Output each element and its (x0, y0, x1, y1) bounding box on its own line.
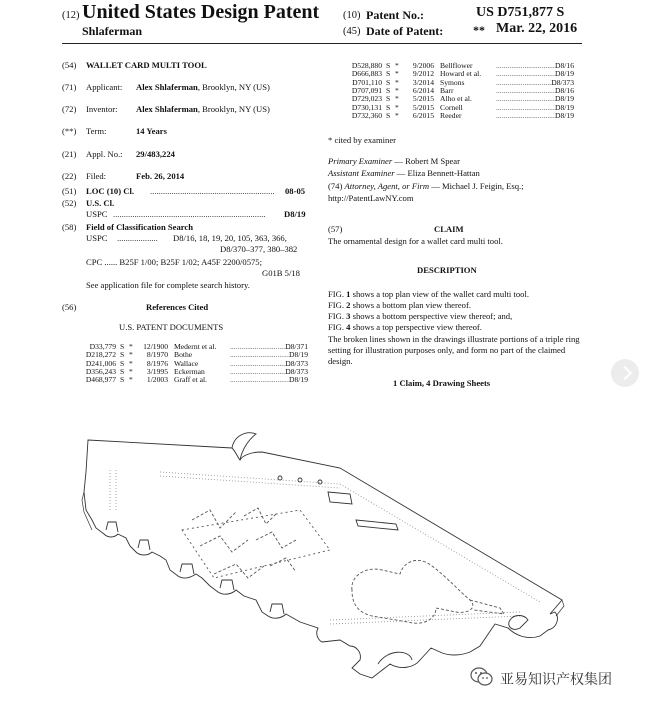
reference-kind: S (386, 69, 391, 79)
reference-num: D33,779 (89, 342, 116, 351)
us-cl-label: U.S. Cl. (86, 198, 115, 208)
reference-num: D707,091 (351, 85, 382, 95)
notch-5 (270, 604, 284, 614)
term-value: 14 Years (136, 126, 167, 136)
reference-cls: D8/16 (555, 61, 574, 70)
reference-num: D356,243 (85, 366, 116, 376)
reference-num: D666,883 (351, 69, 382, 79)
reference-name: Alho et al. (440, 94, 472, 104)
inventor-surname: Shlaferman (82, 24, 142, 38)
notch-4 (220, 580, 234, 590)
applicant-name: Alex Shlaferman (136, 82, 198, 92)
references-subtitle: U.S. PATENT DOCUMENTS (119, 322, 224, 332)
opener-cutout (328, 492, 352, 504)
code-56: (56) (62, 302, 77, 312)
reference-cls: D8/19 (555, 69, 574, 79)
reference-star: * (129, 358, 133, 368)
field-search-note: See application file for complete search history. (86, 280, 250, 290)
date-stars: ** (473, 23, 485, 37)
reference-num: D701,110 (352, 77, 382, 87)
field-cpc-line1: CPC ...... B25F 1/00; B25F 1/02; A45F 2200/0575; (86, 257, 262, 267)
code-71: (71) (62, 82, 77, 92)
reference-kind: S (120, 375, 125, 385)
reference-cls: D8/373 (285, 358, 308, 368)
reference-name: Wallace (174, 358, 199, 368)
invention-title: WALLET CARD MULTI TOOL (86, 60, 207, 70)
primary-examiner-name: — Robert M Spear (392, 156, 460, 166)
attorney-name: — Michael J. Feigin, Esq.; (429, 181, 524, 191)
reference-num: D528,880 (351, 61, 382, 70)
reference-date: 3/2014 (412, 77, 434, 87)
field-uspc-leader: ................... (117, 233, 158, 243)
reference-name: Cornell (440, 102, 463, 112)
term-label: Term: (86, 126, 107, 136)
code-52: (52) (62, 198, 77, 208)
gauge-hole-1 (278, 476, 282, 480)
reference-date: 3/1995 (146, 366, 168, 376)
reference-num: D241,006 (85, 358, 116, 368)
fig1-text: FIG. 1 shows a top plan view of the wallet card multi tool. (328, 289, 529, 299)
reference-date: 6/2015 (412, 110, 434, 120)
reference-kind: S (386, 77, 391, 87)
ring-setting-1 (192, 508, 276, 528)
reference-date: 1/2003 (146, 375, 168, 385)
reference-leader: ................................ (230, 358, 291, 368)
claims-summary: 1 Claim, 4 Drawing Sheets (393, 378, 491, 388)
reference-leader: ................................ (230, 342, 291, 351)
broken-lines-text: The broken lines shown in the drawings illustrate portions of a triple ring setting for illustration purposes only, and form no part of the claimed design. (328, 334, 580, 366)
code-72: (72) (62, 104, 77, 114)
reference-star: * (395, 69, 399, 79)
patent-no-label: Patent No.: (366, 8, 424, 22)
reference-kind: S (120, 350, 125, 360)
reference-leader: ................................ (496, 61, 557, 70)
guitar-neck (470, 600, 504, 614)
date-of-patent-label: Date of Patent: (366, 24, 444, 38)
reference-num: D468,977 (85, 375, 116, 385)
notch-3 (180, 564, 194, 574)
uspc-leader: ....................................................................... (113, 209, 266, 219)
reference-star: * (395, 110, 399, 120)
applicant-location: , Brooklyn, NY (US) (197, 82, 270, 92)
reference-star: * (129, 350, 133, 360)
reference-leader: ................................ (496, 85, 557, 95)
kind-code-10: (10) (343, 10, 361, 21)
reference-star: * (395, 77, 399, 87)
code-21: (21) (62, 149, 77, 159)
reference-star: * (129, 366, 133, 376)
ring-setting-box (182, 510, 330, 578)
reference-kind: S (120, 342, 125, 351)
inventor-label: Inventor: (86, 104, 118, 114)
assistant-examiner-name: — Eliza Bennett-Hattan (394, 168, 480, 178)
reference-leader: ................................ (496, 110, 557, 120)
reference-kind: S (386, 94, 391, 104)
reference-cls: D8/371 (285, 342, 308, 351)
claim-title: CLAIM (434, 224, 464, 234)
reference-leader: ................................ (496, 102, 557, 112)
claim-text: The ornamental design for a wallet card multi tool. (328, 236, 503, 246)
attorney-url: http://PatentLawNY.com (328, 193, 414, 203)
code-58: (58) (62, 222, 77, 232)
code-54: (54) (62, 60, 77, 70)
reference-cls: D8/19 (555, 94, 574, 104)
reference-name: Howard et al. (440, 69, 482, 79)
code-57: (57) (328, 224, 343, 234)
reference-leader: ................................ (496, 94, 557, 104)
primary-examiner-label: Primary Examiner (328, 156, 393, 166)
reference-cls: D8/373 (285, 366, 308, 376)
reference-date: 5/2015 (412, 94, 434, 104)
ruler-left (110, 470, 116, 512)
hook-cutout (378, 652, 412, 664)
document-title: United States Design Patent (82, 1, 320, 23)
reference-date: 8/1970 (146, 350, 168, 360)
reference-cls: D8/19 (289, 375, 308, 385)
watermark-text: 亚易知识产权集团 (500, 672, 612, 688)
loc-leader: .......................................................... (150, 186, 275, 196)
guitar-shape (352, 560, 473, 623)
code-51: (51) (62, 186, 77, 196)
loc-value: 08-05 (285, 186, 306, 196)
filed-label: Filed: (86, 171, 107, 181)
patent-date: Mar. 22, 2016 (496, 21, 578, 36)
reference-num: D730,131 (351, 102, 382, 112)
reference-num: D218,272 (85, 350, 116, 360)
reference-kind: S (120, 358, 125, 368)
fig4-text: FIG. 4 shows a top perspective view thereof. (328, 322, 482, 332)
card-outline (84, 440, 562, 678)
gauge-hole-2 (298, 478, 302, 482)
assistant-examiner-label: Assistant Examiner (328, 168, 395, 178)
reference-leader: ................................ (230, 375, 291, 385)
reference-star: * (395, 61, 399, 70)
field-search-label: Field of Classification Search (86, 222, 194, 232)
fig2-text: FIG. 2 shows a bottom plan view thereof. (328, 300, 471, 310)
reference-date: 5/2015 (412, 102, 434, 112)
card-edge (82, 492, 564, 616)
uspc-value: D8/19 (284, 209, 306, 219)
reference-num: D729,023 (351, 94, 382, 104)
reference-star: * (395, 85, 399, 95)
field-cpc-line2: G01B 5/18 (262, 268, 300, 278)
patent-number: US D751,877 S (476, 5, 565, 20)
reference-cls: D8/19 (289, 350, 308, 360)
reference-num: D732,360 (351, 110, 382, 120)
reference-star: * (129, 375, 133, 385)
field-uspc-line1: D8/16, 18, 19, 20, 105, 363, 366, (173, 233, 287, 243)
reference-date: 6/2014 (412, 85, 434, 95)
reference-name: Medernt et al. (174, 342, 217, 351)
filed-value: Feb. 26, 2014 (136, 171, 185, 181)
kind-code-12: (12) (62, 10, 80, 21)
reference-name: Bellflower (440, 61, 473, 70)
ruler-top (160, 472, 540, 602)
loc-label: LOC (10) Cl. (86, 186, 134, 196)
reference-name: Symons (440, 77, 465, 87)
applicant-label: Applicant: (86, 82, 123, 92)
kind-code-45: (45) (343, 26, 361, 37)
appl-no-label: Appl. No.: (86, 149, 123, 159)
reference-leader: ................................ (496, 77, 557, 87)
reference-kind: S (386, 85, 391, 95)
slot-cutout (356, 520, 398, 530)
reference-star: * (129, 342, 133, 351)
reference-date: 9/2006 (412, 61, 434, 70)
reference-leader: ................................ (230, 350, 291, 360)
code-22: (22) (62, 171, 77, 181)
attorney-label: Attorney, Agent, or Firm (344, 181, 430, 191)
reference-star: * (395, 102, 399, 112)
reference-cls: D8/16 (555, 85, 574, 95)
reference-cls: D8/373 (551, 77, 574, 87)
wechat-icon (470, 666, 494, 688)
reference-kind: S (386, 102, 391, 112)
uspc-label: USPC (86, 209, 108, 219)
reference-kind: S (386, 61, 391, 70)
reference-star: * (395, 94, 399, 104)
reference-date: 12/1900 (143, 342, 168, 351)
inventor-name: Alex Shlaferman (136, 104, 198, 114)
reference-name: Reeder (440, 110, 462, 120)
description-title: DESCRIPTION (417, 265, 477, 275)
reference-leader: ................................ (496, 69, 557, 79)
cited-by-examiner: * cited by examiner (328, 135, 397, 145)
attorney-code: (74) (328, 181, 343, 191)
reference-date: 9/2012 (412, 69, 434, 79)
fig3-text: FIG. 3 shows a bottom perspective view thereof; and, (328, 311, 513, 321)
gauge-hole-3 (318, 480, 322, 484)
reference-name: Eckerman (174, 366, 205, 376)
appl-no-value: 29/483,224 (136, 149, 175, 159)
ring-setting-2 (200, 532, 296, 552)
code-term: (**) (62, 126, 77, 136)
reference-date: 8/1976 (146, 358, 168, 368)
reference-name: Graff et al. (174, 375, 207, 385)
reference-cls: D8/19 (555, 110, 574, 120)
reference-cls: D8/19 (555, 102, 574, 112)
field-uspc-label: USPC (86, 233, 108, 243)
spanner-cutout (509, 616, 528, 630)
reference-kind: S (386, 110, 391, 120)
inventor-location: , Brooklyn, NY (US) (197, 104, 270, 114)
reference-kind: S (120, 366, 125, 376)
reference-name: Barr (440, 85, 454, 95)
reference-leader: ................................ (230, 366, 291, 376)
references-title: References Cited (146, 302, 209, 312)
reference-name: Bothe (174, 350, 193, 360)
field-uspc-line2: D8/370–377, 380–382 (220, 244, 298, 254)
notch-2 (138, 540, 150, 550)
notch-1 (106, 522, 118, 532)
